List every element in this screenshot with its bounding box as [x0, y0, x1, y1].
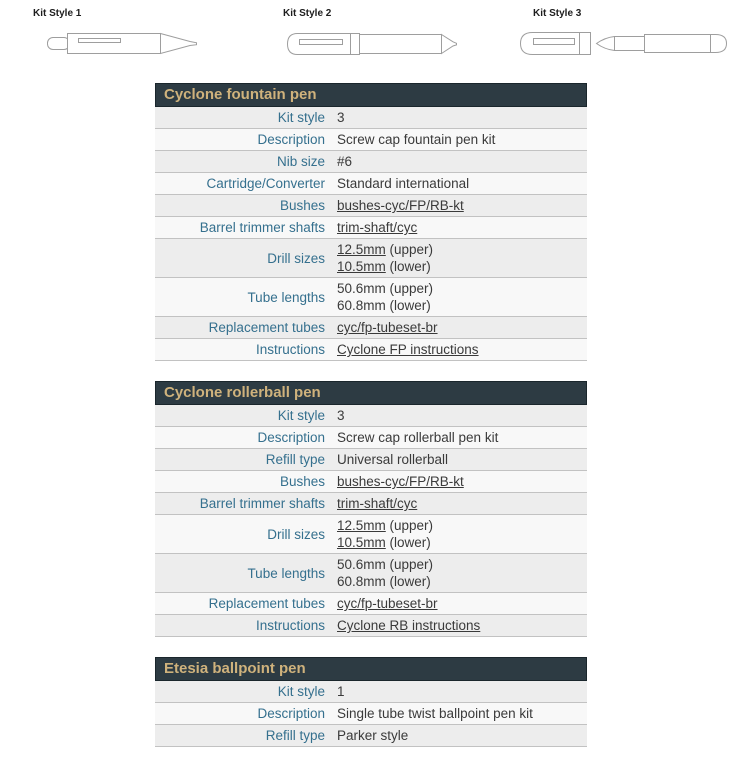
- row-value: Single tube twist ballpoint pen kit: [337, 706, 533, 721]
- drill-size-lower-link[interactable]: 10.5mm: [337, 535, 386, 550]
- drill-size-upper-suffix: (upper): [385, 518, 434, 533]
- row-tube-lengths: [155, 277, 587, 316]
- row-label: Instructions: [255, 342, 325, 357]
- drill-size-upper-suffix: (upper): [385, 242, 434, 257]
- row-description: [155, 702, 587, 724]
- row-refill-type: [155, 448, 587, 470]
- table-title: Etesia ballpoint pen: [155, 657, 587, 681]
- row-description: [155, 426, 587, 448]
- row-value: Parker style: [337, 728, 409, 743]
- row-label: Bushes: [279, 198, 325, 213]
- row-barrel-trimmer-shafts: [155, 492, 587, 514]
- kit-style-3-label: Kit Style 3: [533, 8, 582, 19]
- row-value: Standard international: [337, 176, 470, 191]
- row-label: Tube lengths: [247, 565, 325, 581]
- tube-length-lower: 60.8mm (lower): [337, 574, 431, 589]
- row-replacement-tubes: [155, 316, 587, 338]
- instructions-link[interactable]: Cyclone FP instructions: [337, 342, 479, 357]
- row-label: Nib size: [276, 154, 325, 169]
- row-label: Kit style: [277, 408, 325, 423]
- row-value: Screw cap fountain pen kit: [337, 132, 496, 147]
- kit-style-2-label: Kit Style 2: [283, 8, 332, 19]
- drill-size-lower-link[interactable]: 10.5mm: [337, 259, 386, 274]
- row-label: Kit style: [277, 684, 325, 699]
- row-value: 3: [337, 408, 345, 423]
- row-kit-style: [155, 681, 587, 702]
- row-label: Instructions: [255, 618, 325, 633]
- row-nib-size: [155, 150, 587, 172]
- row-value: 1: [337, 684, 345, 699]
- instructions-link[interactable]: Cyclone RB instructions: [337, 618, 481, 633]
- row-label: Drill sizes: [267, 526, 325, 542]
- row-tube-lengths: [155, 553, 587, 592]
- bushes-link[interactable]: bushes-cyc/FP/RB-kt: [337, 198, 464, 213]
- row-label: Kit style: [277, 110, 325, 125]
- row-bushes: [155, 470, 587, 492]
- row-label: Barrel trimmer shafts: [199, 220, 325, 235]
- trimmer-shaft-link[interactable]: trim-shaft/cyc: [337, 220, 418, 235]
- row-label: Description: [257, 132, 325, 147]
- drill-size-lower-suffix: (lower): [385, 259, 431, 274]
- row-instructions: [155, 338, 587, 360]
- row-value: #6: [337, 154, 353, 169]
- row-drill-sizes: [155, 514, 587, 553]
- table-cyclone-rollerball-pen: [155, 381, 587, 637]
- row-label: Replacement tubes: [208, 320, 325, 335]
- trimmer-shaft-link[interactable]: trim-shaft/cyc: [337, 496, 418, 511]
- drill-size-upper-link[interactable]: 12.5mm: [337, 518, 386, 533]
- row-kit-style: [155, 405, 587, 426]
- row-instructions: [155, 614, 587, 636]
- tube-length-lower: 60.8mm (lower): [337, 298, 431, 313]
- tube-length-upper: 50.6mm (upper): [337, 281, 434, 296]
- row-label: Refill type: [265, 728, 325, 743]
- row-label: Tube lengths: [247, 289, 325, 305]
- row-label: Barrel trimmer shafts: [199, 496, 325, 511]
- replacement-tubes-link[interactable]: cyc/fp-tubeset-br: [337, 596, 438, 611]
- row-label: Refill type: [265, 452, 325, 467]
- row-label: Cartridge/Converter: [206, 176, 325, 191]
- row-value: Universal rollerball: [337, 452, 449, 467]
- table-title: Cyclone rollerball pen: [155, 381, 587, 405]
- row-barrel-trimmer-shafts: [155, 216, 587, 238]
- table-cyclone-fountain-pen: [155, 83, 587, 361]
- tube-length-upper: 50.6mm (upper): [337, 557, 434, 572]
- capped-ballpoint-pen-outline-icon: [283, 31, 458, 57]
- twist-ballpoint-pen-outline-icon: [40, 30, 200, 58]
- bushes-link[interactable]: bushes-cyc/FP/RB-kt: [337, 474, 464, 489]
- row-bushes: [155, 194, 587, 216]
- table-title: Cyclone fountain pen: [155, 83, 587, 107]
- fountain-pen-uncapped-outline-icon: [516, 28, 730, 58]
- row-drill-sizes: [155, 238, 587, 277]
- table-etesia-ballpoint-pen: [155, 657, 587, 747]
- row-label: Bushes: [279, 474, 325, 489]
- kit-style-1-label: Kit Style 1: [33, 8, 82, 19]
- row-value: 3: [337, 110, 345, 125]
- drill-size-lower-suffix: (lower): [385, 535, 431, 550]
- row-value: Screw cap rollerball pen kit: [337, 430, 499, 445]
- row-label: Drill sizes: [267, 250, 325, 266]
- replacement-tubes-link[interactable]: cyc/fp-tubeset-br: [337, 320, 438, 335]
- row-cartridge-converter: [155, 172, 587, 194]
- row-kit-style: [155, 107, 587, 128]
- row-label: Description: [257, 706, 325, 721]
- row-description: [155, 128, 587, 150]
- drill-size-upper-link[interactable]: 12.5mm: [337, 242, 386, 257]
- row-label: Replacement tubes: [208, 596, 325, 611]
- row-replacement-tubes: [155, 592, 587, 614]
- spec-tables: [155, 83, 587, 767]
- row-label: Description: [257, 430, 325, 445]
